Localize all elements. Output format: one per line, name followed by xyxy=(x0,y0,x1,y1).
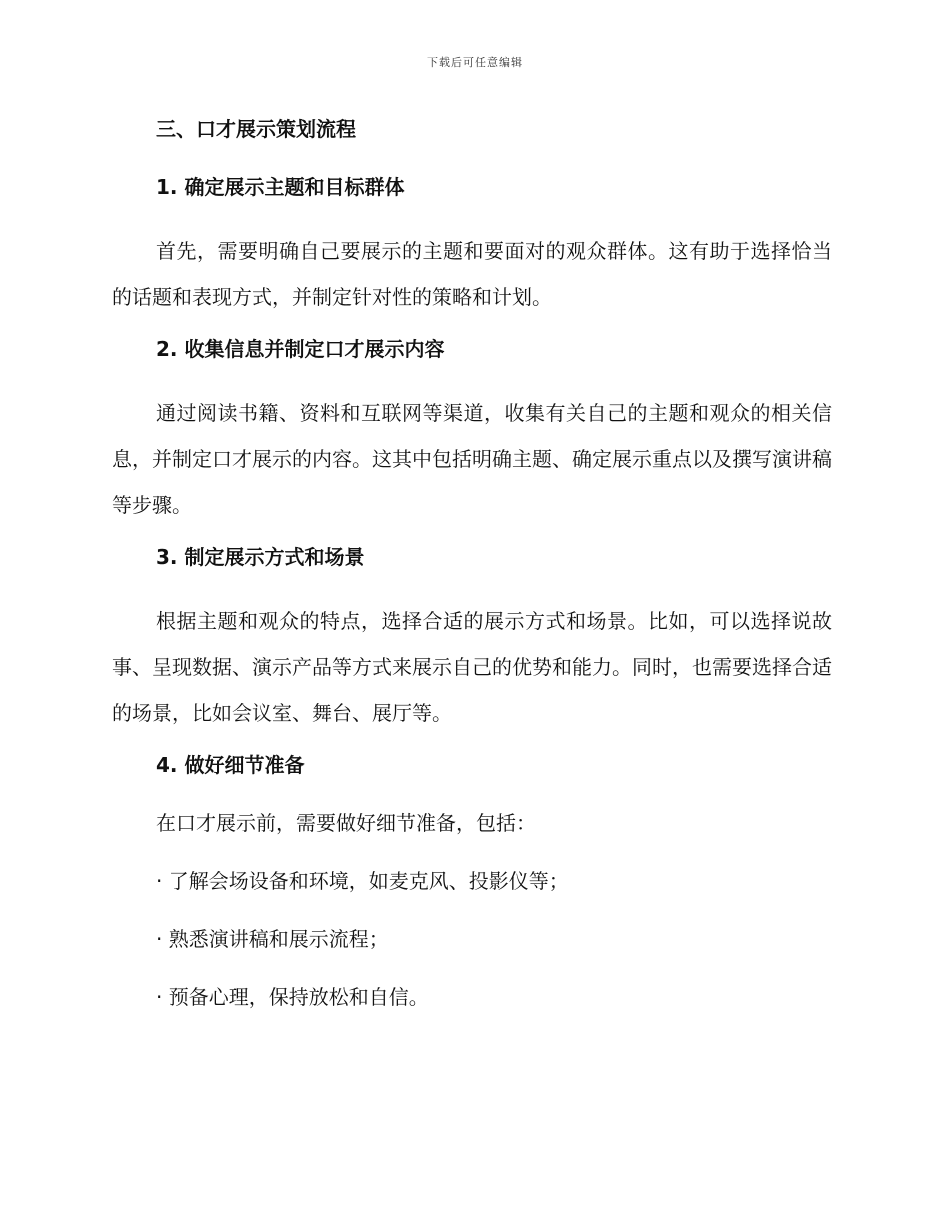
section-title: 三、口才展示策划流程 xyxy=(156,117,356,141)
step-4-heading: 4. 做好细节准备 xyxy=(156,753,305,777)
step-3-paragraph: 根据主题和观众的特点，选择合适的展示方式和场景。比如，可以选择说故事、呈现数据、演示产品等方式来展示自己的优势和能力。同时，也需要选择合适的场景，比如会议室、舞台、展厅等。 xyxy=(112,609,832,725)
bullet-item: · 熟悉演讲稿和展示流程； xyxy=(156,927,389,951)
step-3-heading: 3. 制定展示方式和场景 xyxy=(156,545,365,569)
step-2-paragraph: 通过阅读书籍、资料和互联网等渠道，收集有关自己的主题和观众的相关信息，并制定口才展示的内容。这其中包括明确主题、确定展示重点以及撰写演讲稿等步骤。 xyxy=(112,401,832,517)
step-1-paragraph: 首先，需要明确自己要展示的主题和要面对的观众群体。这有助于选择恰当的话题和表现方式，并制定针对性的策略和计划。 xyxy=(112,239,832,309)
bullet-item: · 预备心理，保持放松和自信。 xyxy=(156,985,429,1009)
page-header: 下载后可任意编辑 xyxy=(427,56,523,69)
step-1-heading: 1. 确定展示主题和目标群体 xyxy=(156,175,405,199)
bullet-item: · 了解会场设备和环境，如麦克风、投影仪等； xyxy=(156,869,569,893)
step-2-heading: 2. 收集信息并制定口才展示内容 xyxy=(156,337,445,361)
document-body xyxy=(112,112,832,1038)
step-4-intro: 在口才展示前，需要做好细节准备，包括： xyxy=(156,811,536,835)
